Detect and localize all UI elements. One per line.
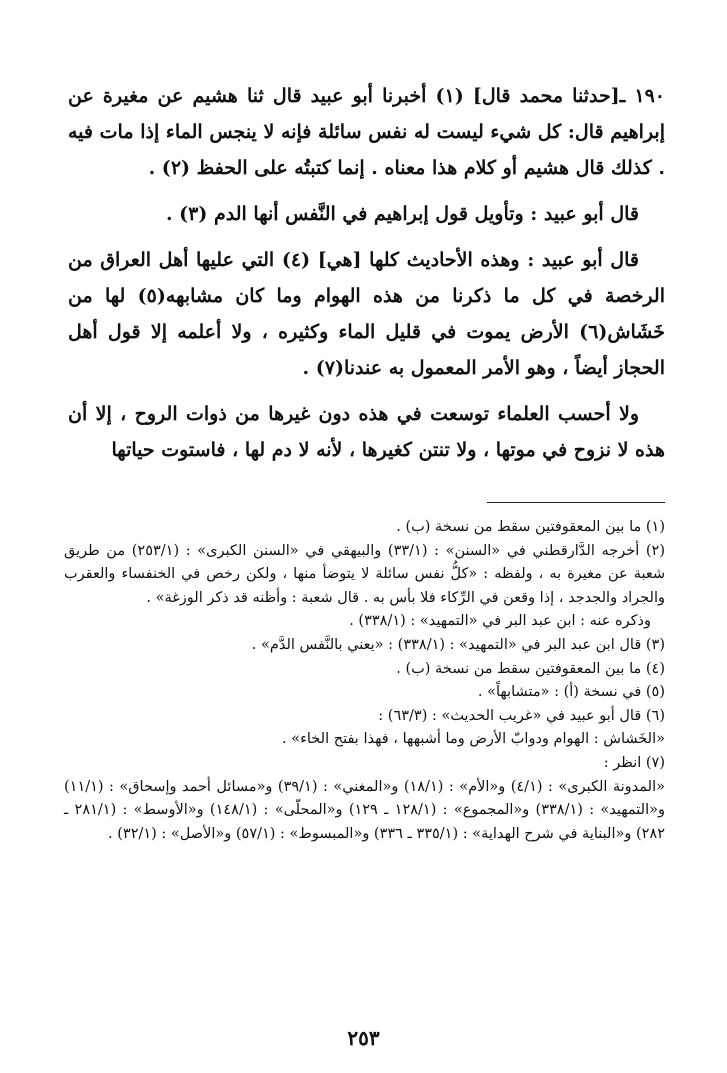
main-text	[68, 78, 665, 468]
footnote-6: (٦) قال أبو عبيد في «غريب الحديث» : (٦٣/٣) :	[378, 707, 665, 724]
footnote-2: (٢) أخرجه الدَّارقطني في «السنن» : (٣٣/١) والبيهقي في «السنن الكبرى» : (٢٥٣/١) من طريق شعبة عن مغيرة به ، ولفظه : «كلُّ نفس سائلة لا يتوضأ منها ، ولكن رخص في الخنفساء والعقرب والجراد والجدجد ، إذا وقعن في الرِّكاء فلا بأس به . قال شعبة : وأظنه قد ذكر الوزغة» .	[64, 542, 665, 606]
footnote-7-references: «المدونة الكبرى» : (٤/١) و«الأم» : (١٨/١) و«المغني» : (٣٩/١) و«مسائل أحمد وإسحاق» : (١١/١) و«التمهيد» : (٣٣٨/١) و«المجموع» : (١٢٨/١ ـ ١٢٩) و«المحلّى» : (١٤٨/١) و«الأوسط» : (٢٨١/١ ـ ٢٨٢) و«البناية في شرح الهداية» : (٣٣٥/١ ـ ٣٣٦) و«المبسوط» : (٥٧/١) و«الأصل» : (٣٢/١) .	[64, 778, 665, 842]
footnote-4: (٤) ما بين المعقوفتين سقط من نسخة (ب) .	[396, 660, 665, 677]
footnote-1: (١) ما بين المعقوفتين سقط من نسخة (ب) .	[396, 519, 665, 535]
footnote-5: (٥) في نسخة (أ) : «متشابهاً» .	[477, 684, 665, 701]
footnote-separator	[487, 502, 665, 503]
footnote-2-continued: وذكره عنه : ابن عبد البر في «التمهيد» : (٣٣٨/١) .	[349, 613, 651, 630]
footnote-3: (٣) قال ابن عبد البر في «التمهيد» : (٣٣٨/١) : «يعني بالنَّفس الدَّم» .	[251, 636, 665, 653]
footnote-6-continued: «الخَشاش : الهوام ودوابّ الأرض وما أشبهها ، فهذا بفتح الخاء» .	[281, 731, 665, 748]
paragraph-abu-ubayd-interpretation: قال أبو عبيد : وتأويل قول إبراهيم في النَّفس أنها الدم (٣) .	[165, 203, 639, 225]
paragraph-scholars: ولا أحسب العلماء توسعت في هذه دون غيرها من ذوات الروح ، إلا أن هذه لا نزوح في موتها ، ولا تنتن كغيرها ، لأنه لا دم لها ، فاستوت حياتها	[68, 403, 665, 461]
paragraph-190: ١٩٠ ـ[حدثنا محمد قال] (١) أخبرنا أبو عبيد قال ثنا هشيم عن مغيرة عن إبراهيم قال: كل شيء ليست له نفس سائلة فإنه لا ينجس الماء إذا مات فيه . كذلك قال هشيم أو كلام هذا معناه . إنما كتبتُه على الحفظ (٢) .	[68, 85, 665, 179]
footnotes	[64, 516, 665, 846]
paragraph-abu-ubayd-hadiths: قال أبو عبيد : وهذه الأحاديث كلها [هي] (٤) التي عليها أهل العراق من الرخصة في كل ما ذكرنا من هذه الهوام وما كان مشابهه(٥) لها من خَشَاش(٦) الأرض يموت في قليل الماء وكثيره ، ولا أعلمه إلا قول أهل الحجاز أيضاً ، وهو الأمر المعمول به عندنا(٧) .	[68, 249, 665, 379]
footnote-7: (٧) انظر :	[603, 754, 665, 771]
page-number: ٢٥٣	[347, 1026, 380, 1050]
